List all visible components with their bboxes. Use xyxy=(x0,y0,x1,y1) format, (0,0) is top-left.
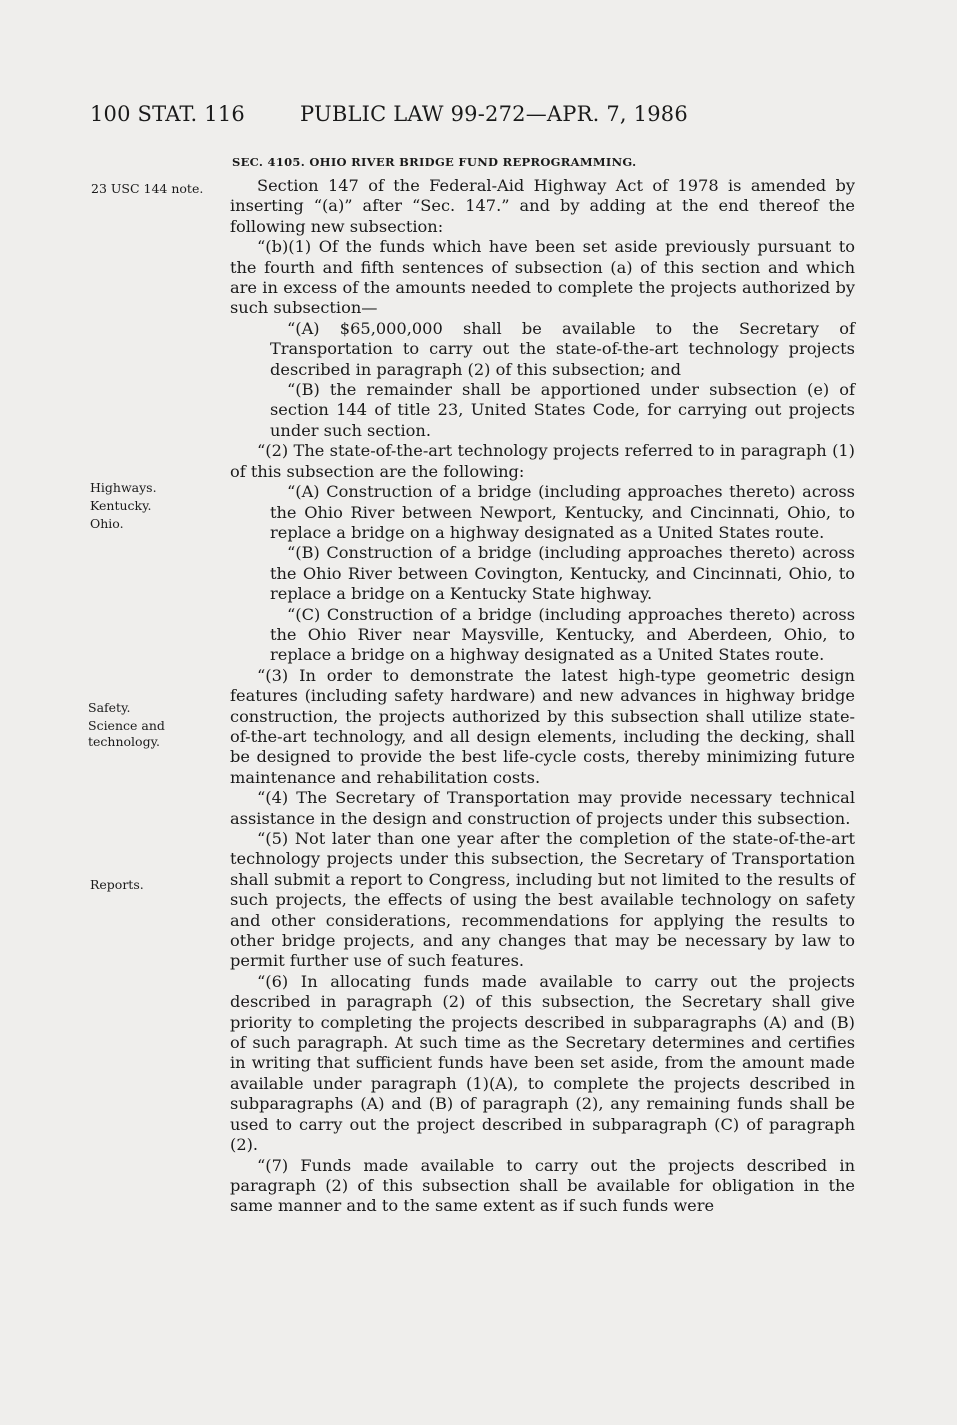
margin-note-science: Science and xyxy=(88,718,165,733)
margin-note-safety: Safety. xyxy=(88,700,131,715)
paragraph-b1: “(b)(1) Of the funds which have been set aside previously pursuant to the fourth and fifth sentences of subsection (a) of this section and which are in excess of the amounts needed to complete the projects authorized by such subsection— xyxy=(230,237,855,318)
margin-note-ohio: Ohio. xyxy=(90,516,124,531)
margin-note-technology: technology. xyxy=(88,734,160,749)
paragraph-2-b: “(B) Construction of a bridge (including approaches thereto) across the Ohio River between Covington, Kentucky, and Cincinnati, Ohio, to replace a bridge on a Kentucky State highway. xyxy=(270,543,855,604)
paragraph-2-c: “(C) Construction of a bridge (including approaches thereto) across the Ohio River near Maysville, Kentucky, and Aberdeen, Ohio, to replace a bridge on a highway designated as a United States route. xyxy=(270,604,855,665)
paragraph-amendment: Section 147 of the Federal-Aid Highway Act of 1978 is amended by inserting “(a)” after “Sec. 147.” and by adding at the end thereof the following new subsection: xyxy=(230,176,855,236)
page-reference: 100 STAT. 116 xyxy=(90,102,245,126)
section-heading: SEC. 4105. OHIO RIVER BRIDGE FUND REPROGRAMMING. xyxy=(232,155,637,169)
paragraph-7: “(7) Funds made available to carry out the projects described in paragraph (2) of this subsection shall be available for obligation in the same manner and to the same extent as if such funds were xyxy=(230,1155,855,1216)
paragraph-3: “(3) In order to demonstrate the latest high-type geometric design features (including safety hardware) and new advances in highway bridge construction, the projects authorized by this subsection shall utilize state-of-the-art technology, and all design elements, including the decking, shall be designed to provide the best life-cycle costs, thereby minimizing future maintenance and rehabilitation costs. xyxy=(230,665,855,787)
paragraph-6: “(6) In allocating funds made available to carry out the projects described in paragraph (2) of this subsection, the Secretary shall give priority to completing the projects described in subparagraphs (A) and (B) of such paragraph. At such time as the Secretary determines and certifies in writing that sufficient funds have been set aside, from the amount made available under paragraph (1)(A), to complete the projects described in subparagraphs (A) and (B) of paragraph (2), any remaining funds shall be used to carry out the project described in subparagraph (C) of paragraph (2). xyxy=(230,971,855,1155)
paragraph-2-a: “(A) Construction of a bridge (including approaches thereto) across the Ohio River between Newport, Kentucky, and Cincinnati, Ohio, to replace a bridge on a highway designated as a United States route. xyxy=(270,482,855,542)
paragraph-b1-b: “(B) the remainder shall be apportioned under subsection (e) of section 144 of title 23, United States Code, for carrying out projects under such section. xyxy=(270,380,855,440)
margin-note-highways: Highways. xyxy=(90,480,157,495)
paragraph-5: “(5) Not later than one year after the completion of the state-of-the-art technology projects under this subsection, the Secretary of Transportation shall submit a report to Congress, including but not limited to the results of such projects, the effects of using the best available technology on safety and other considerations, recommendations for applying the results to other bridge projects, and any changes that may be necessary by law to permit further use of such features. xyxy=(230,829,855,971)
margin-note-kentucky: Kentucky. xyxy=(90,498,152,513)
law-title: PUBLIC LAW 99-272—APR. 7, 1986 xyxy=(300,102,688,126)
paragraph-b1-a: “(A) $65,000,000 shall be available to the Secretary of Transportation to carry out the state-of-the-art technology projects described in paragraph (2) of this subsection; and xyxy=(270,318,855,379)
paragraph-4: “(4) The Secretary of Transportation may provide necessary technical assistance in the design and construction of projects under this subsection. xyxy=(230,788,855,828)
margin-note-usc: 23 USC 144 note. xyxy=(91,181,204,196)
margin-note-reports: Reports. xyxy=(90,877,144,892)
paragraph-2: “(2) The state-of-the-art technology projects referred to in paragraph (1) of this subsection are the following: xyxy=(230,441,855,481)
statute-body xyxy=(230,176,855,1217)
